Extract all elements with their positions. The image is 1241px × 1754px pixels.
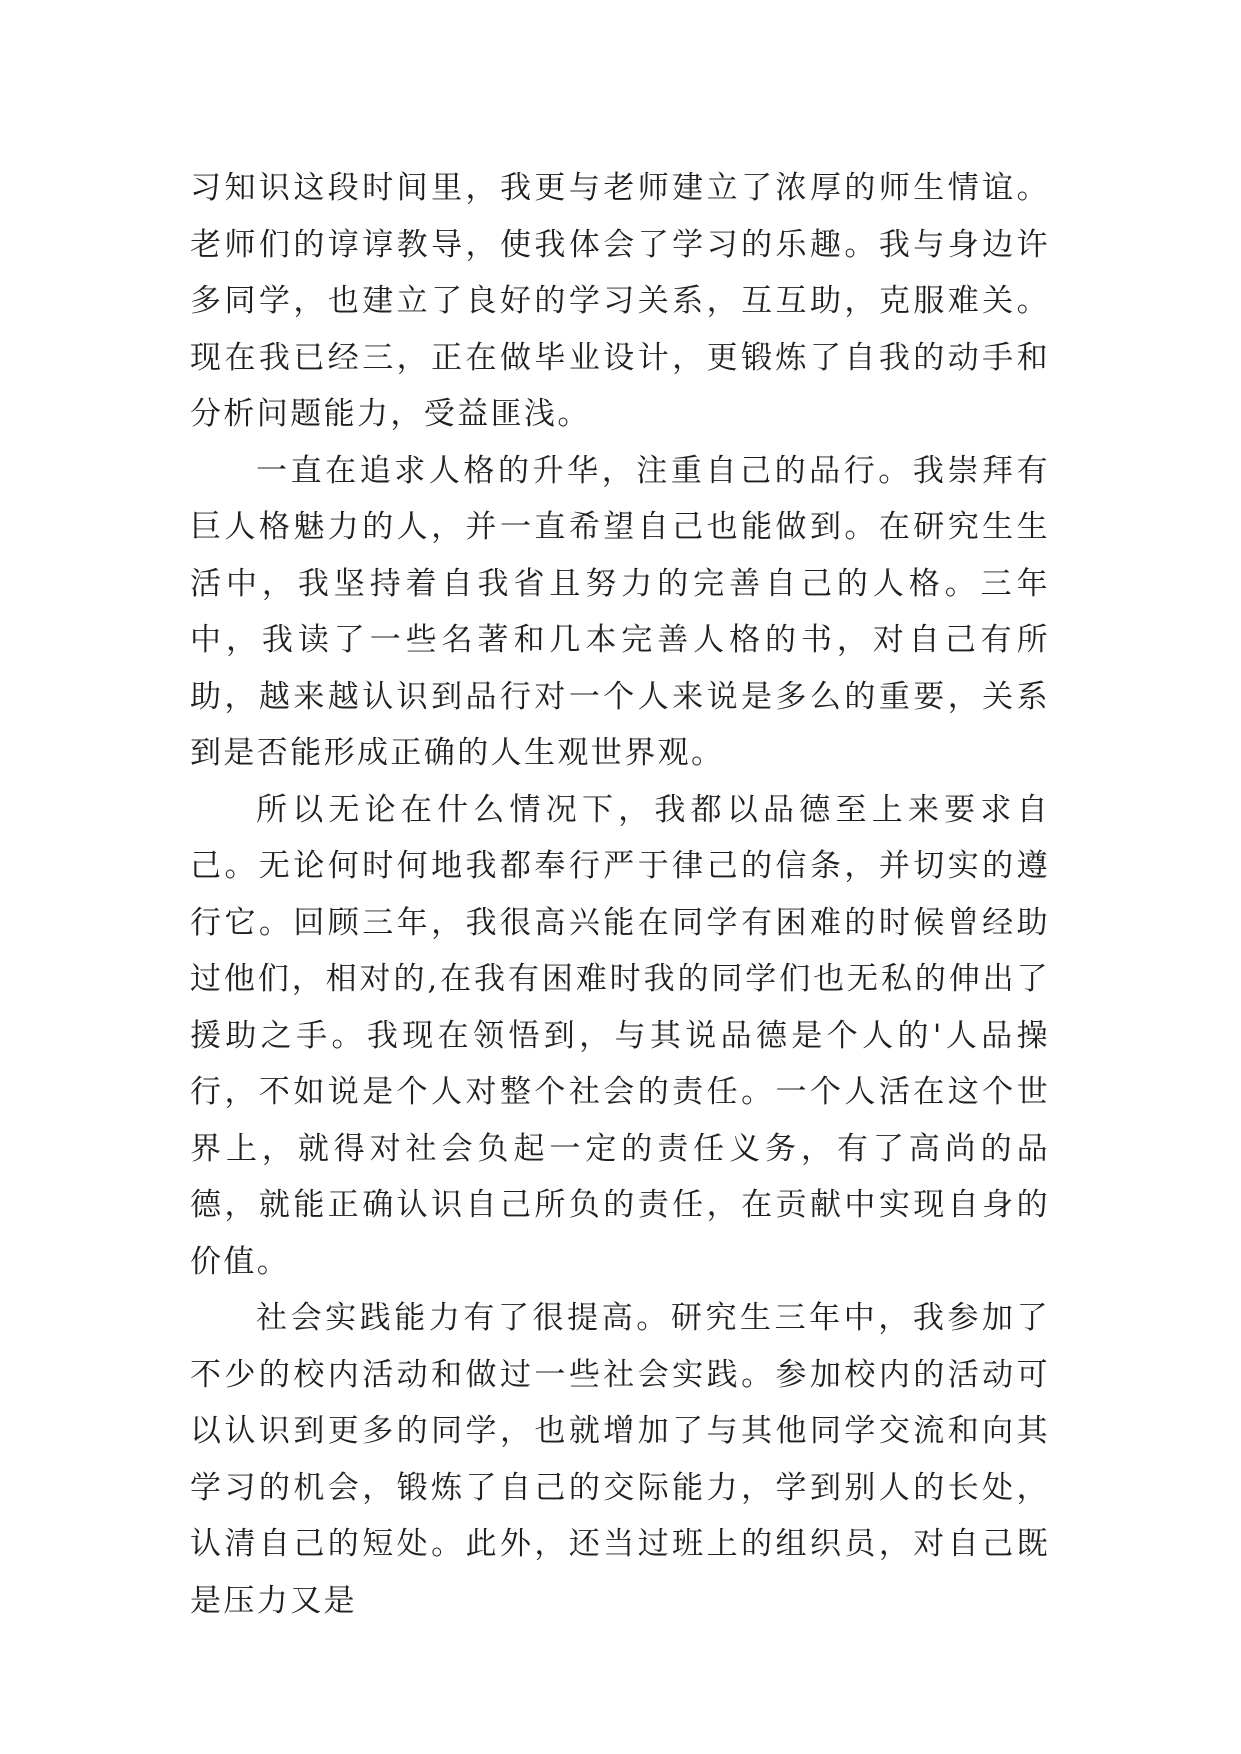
paragraph-1 [190, 160, 1050, 443]
document-body [190, 160, 1050, 1629]
paragraph-4-text: 社会实践能力有了很提高。研究生三年中，我参加了不少的校内活动和做过一些社会实践。参加校内的活动可以认识到更多的同学，也就增加了与其他同学交流和向其学习的机会，锻炼了自己的交际能力，学到别人的长处，认清自己的短处。此外，还当过班上的组织员，对自己既是压力又是 [190, 1300, 1050, 1619]
paragraph-3-text: 所以无论在什么情况下，我都以品德至上来要求自己。无论何时何地我都奉行严于律己的信条，并切实的遵行它。回顾三年，我很高兴能在同学有困难的时候曾经助过他们，相对的,在我有困难时我的同学们也无私的伸出了援助之手。我现在领悟到，与其说品德是个人的'人品操行，不如说是个人对整个社会的责任。一个人活在这个世界上，就得对社会负起一定的责任义务，有了高尚的品德，就能正确认识自己所负的责任，在贡献中实现自身的价值。 [190, 791, 1050, 1280]
paragraph-2-text: 一直在追求人格的升华，注重自己的品行。我崇拜有巨人格魅力的人，并一直希望自己也能做到。在研究生生活中，我坚持着自我省且努力的完善自己的人格。三年中，我读了一些名著和几本完善人格的书，对自己有所助，越来越认识到品行对一个人来说是多么的重要，关系到是否能形成正确的人生观世界观。 [190, 452, 1050, 771]
paragraph-2 [190, 443, 1050, 782]
paragraph-4 [190, 1290, 1050, 1629]
paragraph-1-text: 习知识这段时间里，我更与老师建立了浓厚的师生情谊。老师们的谆谆教导，使我体会了学习的乐趣。我与身边许多同学，也建立了良好的学习关系，互互助，克服难关。现在我已经三，正在做毕业设计，更锻炼了自我的动手和分析问题能力，受益匪浅。 [190, 170, 1050, 432]
paragraph-3 [190, 782, 1050, 1291]
